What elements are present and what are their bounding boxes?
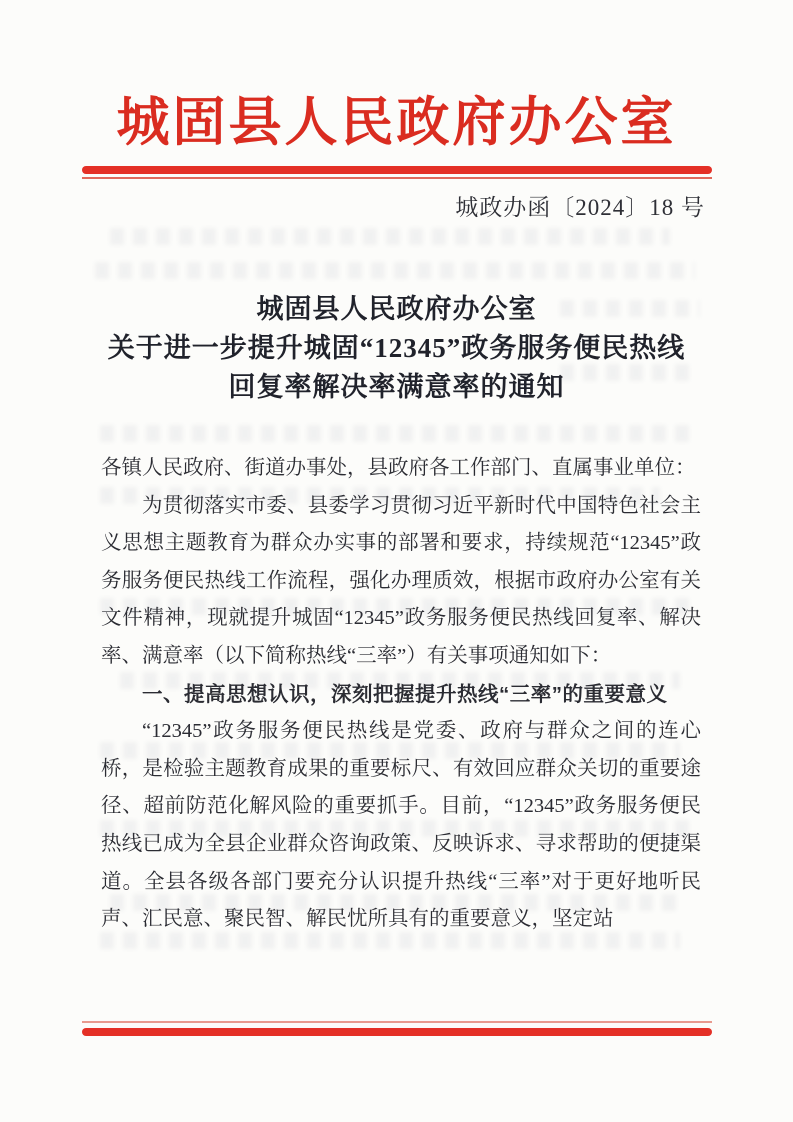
footer-rule-thick bbox=[82, 1028, 712, 1036]
document-title bbox=[0, 290, 793, 407]
document-title-line3: 回复率解决率满意率的通知 bbox=[228, 372, 565, 402]
bleedthrough-artifact bbox=[95, 262, 695, 279]
footer-rule-thin bbox=[82, 1021, 712, 1023]
salutation: 各镇人民政府、街道办事处，县政府各工作部门、直属事业单位： bbox=[101, 457, 696, 479]
section1-heading: 一、提高思想认识，深刻把握提升热线“三率”的重要意义 bbox=[142, 682, 668, 706]
bleedthrough-artifact bbox=[100, 425, 695, 442]
document-number: 城政办函〔2024〕18 号 bbox=[455, 195, 705, 220]
document-title-line1: 城固县人民政府办公室 bbox=[256, 294, 537, 324]
document-title-line2: 关于进一步提升城固“12345”政务服务便民热线 bbox=[107, 333, 686, 363]
document-body bbox=[101, 450, 701, 939]
bleedthrough-artifact bbox=[110, 228, 670, 245]
intro-paragraph: 为贯彻落实市委、县委学习贯彻习近平新时代中国特色社会主义思想主题教育为群众办实事的部署和要求，持续规范“12345”政务服务便民热线工作流程，强化办理质效，根据市政府办公室有关文件精神，现就提升城固“12345”政务服务便民热线回复率、解决率、满意率（以下简称热线“三率”）有关事项通知如下： bbox=[101, 494, 701, 667]
letterhead-rule-thick bbox=[82, 166, 712, 174]
letterhead-rule-thin bbox=[82, 177, 712, 179]
letterhead-org-name: 城固县人民政府办公室 bbox=[116, 94, 677, 152]
section1-paragraph: “12345”政务服务便民热线是党委、政府与群众之间的连心桥，是检验主题教育成果的重要标尺、有效回应群众关切的重要途径、超前防范化解风险的重要抓手。目前，“12345”政务服务便民热线已成为全县企业群众咨询政策、反映诉求、寻求帮助的便捷渠道。全县各级各部门要充分认识提升热线“三率”对于更好地听民声、汇民意、聚民智、解民忧所具有的重要意义，坚定站 bbox=[101, 720, 701, 931]
